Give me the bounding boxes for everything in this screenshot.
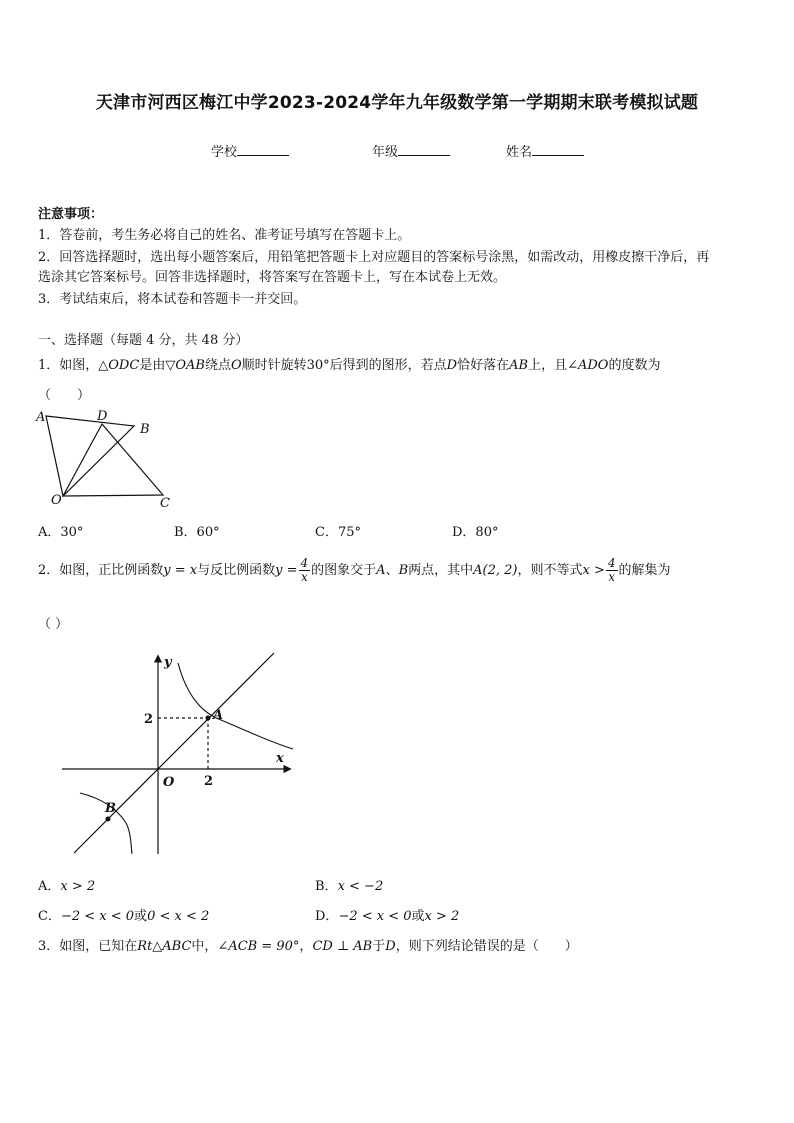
question-1-paren: （ ） — [38, 388, 91, 403]
q1-option-a: A．30° — [38, 525, 84, 540]
line-y-equals-x — [74, 653, 274, 853]
notice-item-1: 1．答卷前，考生务必将自己的姓名、准考证号填写在答题卡上。 — [38, 228, 411, 243]
label-a: A — [36, 410, 46, 425]
label-b: B — [140, 422, 150, 437]
grade-blank — [398, 142, 450, 156]
hyperbola-branch-1 — [178, 663, 293, 749]
notice-item-3: 3．考试结束后，将本试卷和答题卡一并交回。 — [38, 292, 307, 307]
tick-x-2: 2 — [204, 774, 214, 789]
q2-option-d: D．−2 < x < 0或x > 2 — [315, 909, 460, 924]
page-title: 天津市河西区梅江中学2023-2024学年九年级数学第一学期期末联考模拟试题 — [95, 93, 699, 113]
label-o: O — [51, 493, 62, 508]
fraction-4-over-x-inequality: $\frac{4}{x}$ — [607, 556, 616, 584]
q2-option-b: B．x < −2 — [315, 879, 384, 894]
tick-y-2: 2 — [144, 712, 154, 727]
notice-item-2-cont: 选涂其它答案标号。回答非选择题时，将答案写在答题卡上，写在本试卷上无效。 — [38, 270, 507, 285]
name-label: 姓名 — [506, 145, 533, 160]
q1-option-c: C．75° — [315, 525, 361, 540]
question-2-graph — [60, 650, 296, 855]
point-b-label: B — [105, 801, 116, 816]
question-2-text: 2．如图，正比例函数y = x与反比例函数y = $\frac{4}{x}$ 的图象交于A、B两点，其中A(2, 2)，则不等式x > $\frac{4}{x}$ 的解集为 — [38, 556, 671, 584]
grade-label: 年级 — [372, 145, 399, 160]
q2-option-c: C．−2 < x < 0或0 < x < 2 — [38, 909, 210, 924]
school-label: 学校 — [211, 145, 238, 160]
name-field — [506, 141, 584, 160]
origin-label: O — [163, 775, 175, 790]
question-1-text: 1．如图，△ODC是由▽OAB绕点O顺时针旋转30°后得到的图形，若点D恰好落在AB上，且∠ADO的度数为 — [38, 358, 661, 373]
notice-item-2: 2．回答选择题时，选出每小题答案后，用铅笔把答题卡上对应题目的答案标号涂黑，如需改动，用橡皮擦干净后，再 — [38, 250, 710, 265]
label-c: C — [160, 496, 170, 510]
label-d: D — [97, 409, 108, 424]
name-blank — [532, 142, 584, 156]
notice-heading: 注意事项： — [38, 207, 104, 222]
y-axis-label: y — [164, 655, 172, 670]
point-b-dot — [106, 817, 111, 822]
question-3-text: 3．如图，已知在Rt△ABC中，∠ACB = 90°，CD ⊥ AB于D，则下列结论错误的是（ ） — [38, 939, 578, 954]
q2-option-a: A．x > 2 — [38, 879, 96, 894]
question-1-figure — [30, 404, 190, 510]
q1-option-b: B．60° — [174, 525, 220, 540]
point-a-label: A — [213, 708, 224, 723]
school-blank — [237, 142, 289, 156]
fraction-4-over-x: $\frac{4}{x}$ — [300, 556, 309, 584]
section-heading: 一、选择题（每题 4 分，共 48 分） — [38, 333, 249, 348]
q1-option-d: D．80° — [452, 525, 499, 540]
question-2-paren: （ ） — [38, 617, 69, 632]
x-axis-label: x — [276, 751, 284, 766]
grade-field — [372, 141, 450, 160]
point-a-dot — [206, 716, 211, 721]
school-field — [211, 141, 289, 160]
triangle-oab — [46, 416, 134, 496]
